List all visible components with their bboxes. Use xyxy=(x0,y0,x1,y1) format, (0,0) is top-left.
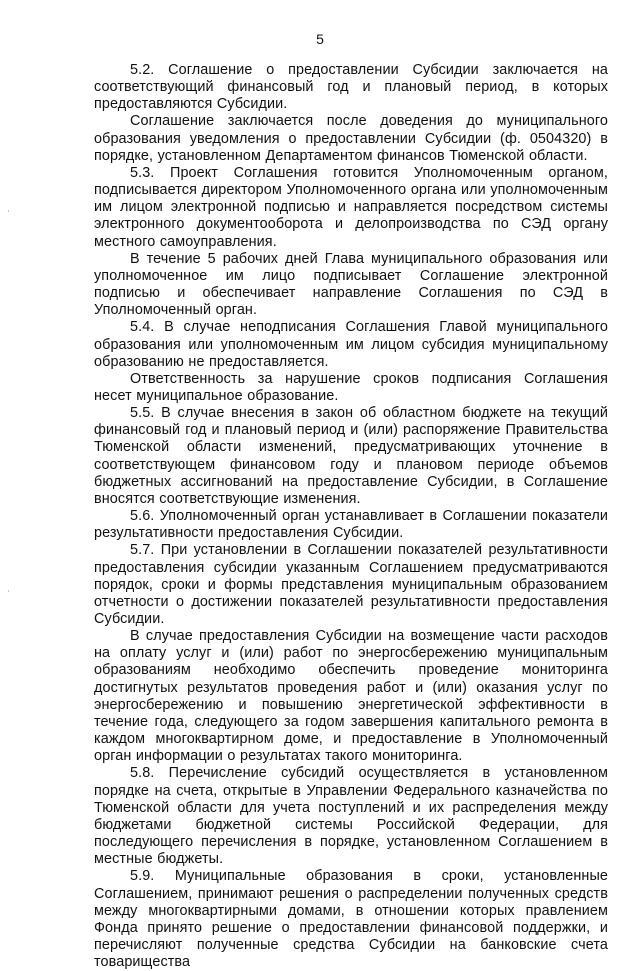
paragraph-5-4: 5.4. В случае неподписания Соглашения Главой муниципального образования или уполномоченным им лицом субсидия муниципальному образованию не предоставляется. xyxy=(94,319,608,370)
paragraph-5-6: 5.6. Уполномоченный орган устанавливает в Соглашении показатели результативности предоставления Субсидии. xyxy=(94,508,608,542)
scan-edge-mark xyxy=(8,590,9,592)
paragraph-signing-period: В течение 5 рабочих дней Глава муниципального образования или уполномоченное им лицо подписывает Соглашение электронной подписью и обеспечивает направление Соглашения по СЭД в Уполномоченный орган. xyxy=(94,250,608,319)
paragraph-5-5: 5.5. В случае внесения в закон об областном бюджете на текущий финансовый год и плановый период и (или) распоряжение Правительства Тюменской области изменений, предусматривающих уточнение в соответствующем финансовом году и плановом периоде объемов бюджетных ассигнований на предоставление Субсидии, в Соглашение вносятся соответствующие изменения. xyxy=(94,405,608,507)
paragraph-responsibility: Ответственность за нарушение сроков подписания Соглашения несет муниципальное образование. xyxy=(94,370,608,404)
paragraph-agreement-conclusion: Соглашение заключается после доведения до муниципального образования уведомления о предоставлении Субсидии (ф. 0504320) в порядке, установленном Департаментом финансов Тюменской области. xyxy=(94,113,608,164)
page-number: 5 xyxy=(316,31,324,47)
paragraph-5-9: 5.9. Муниципальные образования в сроки, установленные Соглашением, принимают решения о распределении полученных средств между многоквартирными домами, в отношении которых правлением Фонда принято решение о предоставлении финансовой поддержки, и перечисляют полученные средства Субсидии на банковские счета товарищества xyxy=(94,868,608,971)
paragraph-energy-monitoring: В случае предоставления Субсидии на возмещение части расходов на оплату услуг и (или) работ по энергосбережению муниципальным образованиям необходимо обеспечить проведение мониторинга достигнутых результатов проведения работ и (или) оказания услуг по энергосбережению и повышению энергетической эффективности в течение года, следующего за годом завершения капитального ремонта в каждом многоквартирном доме, и предоставление в Уполномоченный орган информации о результатах такого мониторинга. xyxy=(94,628,608,765)
document-body xyxy=(94,62,608,971)
paragraph-5-3: 5.3. Проект Соглашения готовится Уполномоченным органом, подписывается директором Уполномоченного органа или уполномоченным им лицом электронной подписью и направляется посредством системы электронного документооборота и делопроизводства по СЭД органу местного самоуправления. xyxy=(94,164,608,250)
scan-edge-mark xyxy=(8,210,9,212)
paragraph-5-7: 5.7. При установлении в Соглашении показателей результативности предоставления субсидии указанным Соглашением предусматриваются порядок, сроки и формы представления муниципальным образованием отчетности о достижении показателей результативности предоставления Субсидии. xyxy=(94,542,608,627)
paragraph-5-8: 5.8. Перечисление субсидий осуществляется в установленном порядке на счета, открытые в Управлении Федерального казначейства по Тюменской области для учета поступлений и их распределения между бюджетами бюджетной системы Российской Федерации, для последующего перечисления в порядке, установленном Соглашением в местные бюджеты. xyxy=(94,765,608,868)
paragraph-5-2: 5.2. Соглашение о предоставлении Субсидии заключается на соответствующий финансовый год и плановый период, в которых предоставляются Субсидии. xyxy=(94,62,608,113)
